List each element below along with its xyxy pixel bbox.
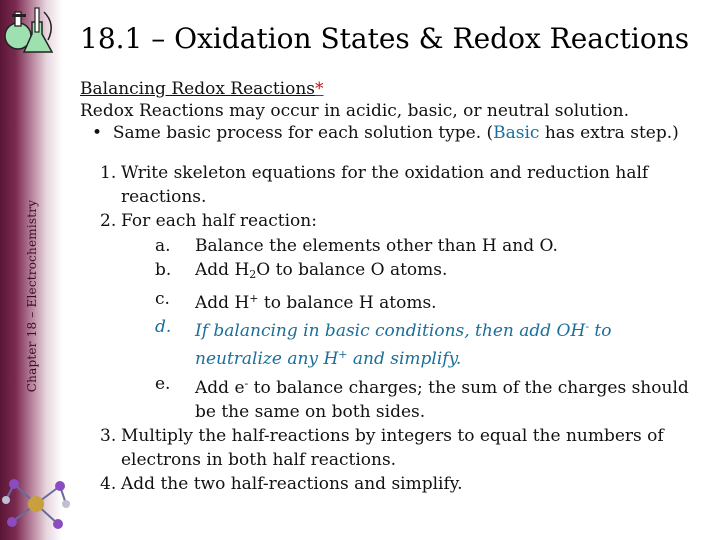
step-2 (100, 209, 700, 233)
substep-text-pre: If balancing in basic conditions, then add OH (195, 321, 586, 342)
heading-text: Balancing Redox Reactions (80, 79, 316, 99)
step-text: Add the two half-reactions and simplify. (121, 474, 463, 495)
substep-text: be the same on both sides. (195, 401, 426, 422)
intro-bullet (80, 122, 679, 144)
step-3 (100, 424, 700, 472)
bullet-basic-word: Basic (493, 123, 540, 143)
subscript: 2 (249, 267, 257, 281)
substep-letter: b. (155, 259, 172, 280)
intro-line: Redox Reactions may occur in acidic, basic, or neutral solution. (80, 101, 629, 121)
substep-b (100, 258, 700, 287)
steps-list (100, 161, 700, 497)
step-4 (100, 472, 700, 496)
substep-a (100, 234, 700, 258)
superscript: + (249, 292, 259, 306)
substep-text-post: to balance charges; the sum of the charges should (248, 377, 689, 398)
substep-text-post: and simplify. (347, 349, 462, 370)
step-number: 3. (100, 426, 117, 447)
step-1 (100, 161, 700, 209)
intro-heading (80, 78, 679, 100)
superscript: + (338, 348, 348, 362)
superscript: - (585, 320, 590, 334)
step-text-cont: electrons in both half reactions. (121, 450, 397, 471)
bullet-text-pre: Same basic process for each solution type. ( (112, 123, 494, 143)
substep-text-pre: neutralize any H (195, 349, 339, 370)
slide-title: 18.1 – Oxidation States & Redox Reactions (80, 22, 690, 55)
substep-text-pre: Add H (195, 293, 250, 314)
step-text: Multiply the half-reactions by integers to equal the numbers of (121, 426, 664, 447)
substep-text: Balance the elements other than H and O. (195, 235, 558, 256)
substep-text-pre: Add H (195, 259, 250, 280)
intro-block (80, 78, 679, 144)
molecule-model-icon (2, 470, 70, 538)
bullet-dot: • (92, 123, 103, 143)
bullet-text-post: has extra step.) (539, 123, 679, 143)
substep-d (100, 315, 700, 343)
substep-text-post: O to balance O atoms. (256, 259, 448, 280)
step-number: 4. (100, 474, 117, 495)
substep-text-post: to (589, 321, 612, 342)
substep-text-post: to balance H atoms. (258, 293, 437, 314)
step-number: 1. (100, 163, 117, 183)
substep-e (100, 372, 700, 400)
step-text: For each half reaction: (121, 211, 317, 232)
substep-d-cont (100, 343, 700, 371)
lab-glassware-icon (2, 4, 60, 62)
substep-e-cont (100, 400, 700, 424)
step-text: Write skeleton equations for the oxidation and reduction half (121, 163, 649, 183)
chapter-sidebar (0, 0, 62, 540)
heading-asterisk: * (315, 79, 324, 99)
superscript: - (244, 376, 249, 390)
chapter-label: Chapter 18 – Electrochemistry (25, 199, 39, 393)
substep-text-pre: Add e (195, 377, 245, 398)
substep-letter: e. (155, 373, 171, 394)
substep-letter: a. (155, 235, 171, 256)
substep-c (100, 287, 700, 315)
substep-letter: c. (155, 289, 170, 310)
step-number: 2. (100, 211, 117, 232)
substep-letter: d. (155, 317, 172, 338)
step-text-cont: reactions. (121, 187, 207, 208)
